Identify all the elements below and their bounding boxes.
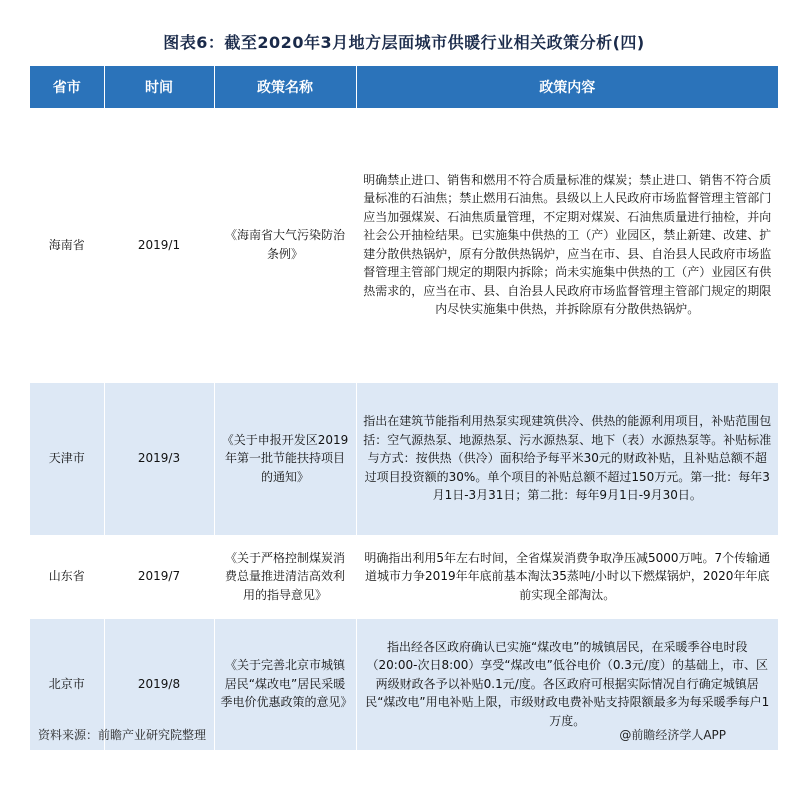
cell-policy-content: 明确指出利用5年左右时间，全省煤炭消费争取净压减5000万吨。7个传输通道城市力争2019年年底前基本淘汰35蒸吨/小时以下燃煤锅炉，2020年年底前实现全部淘汰。 <box>356 535 778 618</box>
table-row <box>30 535 778 618</box>
credit-note: @前瞻经济学人APP <box>619 728 726 742</box>
cell-policy-name: 《关于申报开发区2019年第一批节能扶持项目的通知》 <box>214 382 356 535</box>
cell-date: 2019/1 <box>104 108 214 382</box>
cell-policy-content: 明确禁止进口、销售和燃用不符合质量标准的煤炭；禁止进口、销售不符合质量标准的石油焦；禁止燃用石油焦。县级以上人民政府市场监督管理主管部门应当加强煤炭、石油焦质量管理，不定期对煤炭、石油焦质量进行抽检，并向社会公开抽检结果。已实施集中供热的工（产）业园区，禁止新建、改建、扩建分散供热锅炉，原有分散供热锅炉，应当在市、县、自治县人民政府市场监督管理主管部门规定的期限内拆除；尚未实施集中供热的工（产）业园区有供热需求的，应当在市、县、自治县人民政府市场监督管理主管部门规定的期限内尽快实施集中供热，并拆除原有分散供热锅炉。 <box>356 108 778 382</box>
table-row <box>30 108 778 382</box>
cell-policy-content: 指出经各区政府确认已实施“煤改电”的城镇居民，在采暖季谷电时段（20:00-次日8:00）享受“煤改电”低谷电价（0.3元/度）的基础上，市、区两级财政各予以补贴0.1元/度。各区政府可根据实际情况自行确定城镇居民“煤改电”用电补贴上限，市级财政电费补贴支持限额最多为每采暖季每户1万度。 <box>356 618 778 750</box>
cell-policy-name: 《海南省大气污染防治条例》 <box>214 108 356 382</box>
cell-province: 北京市 <box>30 618 104 750</box>
figure-title: 图表6：截至2020年3月地方层面城市供暖行业相关政策分析(四) <box>163 33 645 52</box>
cell-date: 2019/3 <box>104 382 214 535</box>
header-date: 时间 <box>104 66 214 108</box>
header-policy-name: 政策名称 <box>214 66 356 108</box>
cell-policy-name: 《关于严格控制煤炭消费总量推进清洁高效利用的指导意见》 <box>214 535 356 618</box>
cell-date: 2019/8 <box>104 618 214 750</box>
cell-province: 海南省 <box>30 108 104 382</box>
header-province: 省市 <box>30 66 104 108</box>
cell-date: 2019/7 <box>104 535 214 618</box>
table-row <box>30 382 778 535</box>
cell-policy-content: 指出在建筑节能指利用热泵实现建筑供冷、供热的能源利用项目，补贴范围包括：空气源热泵、地源热泵、污水源热泵、地下（表）水源热泵等。补贴标准与方式：按供热（供冷）面积给予每平米30元的财政补贴，且补贴总额不超过项目投资额的30%。单个项目的补贴总额不超过150万元。第一批：每年3月1日-3月31日；第二批：每年9月1日-9月30日。 <box>356 382 778 535</box>
cell-policy-name: 《关于完善北京市城镇居民“煤改电”居民采暖季电价优惠政策的意见》 <box>214 618 356 750</box>
header-policy-content: 政策内容 <box>356 66 778 108</box>
cell-province: 山东省 <box>30 535 104 618</box>
cell-province: 天津市 <box>30 382 104 535</box>
source-note: 资料来源：前瞻产业研究院整理 <box>38 728 207 742</box>
policy-table <box>30 66 778 751</box>
table-header-row <box>30 66 778 108</box>
